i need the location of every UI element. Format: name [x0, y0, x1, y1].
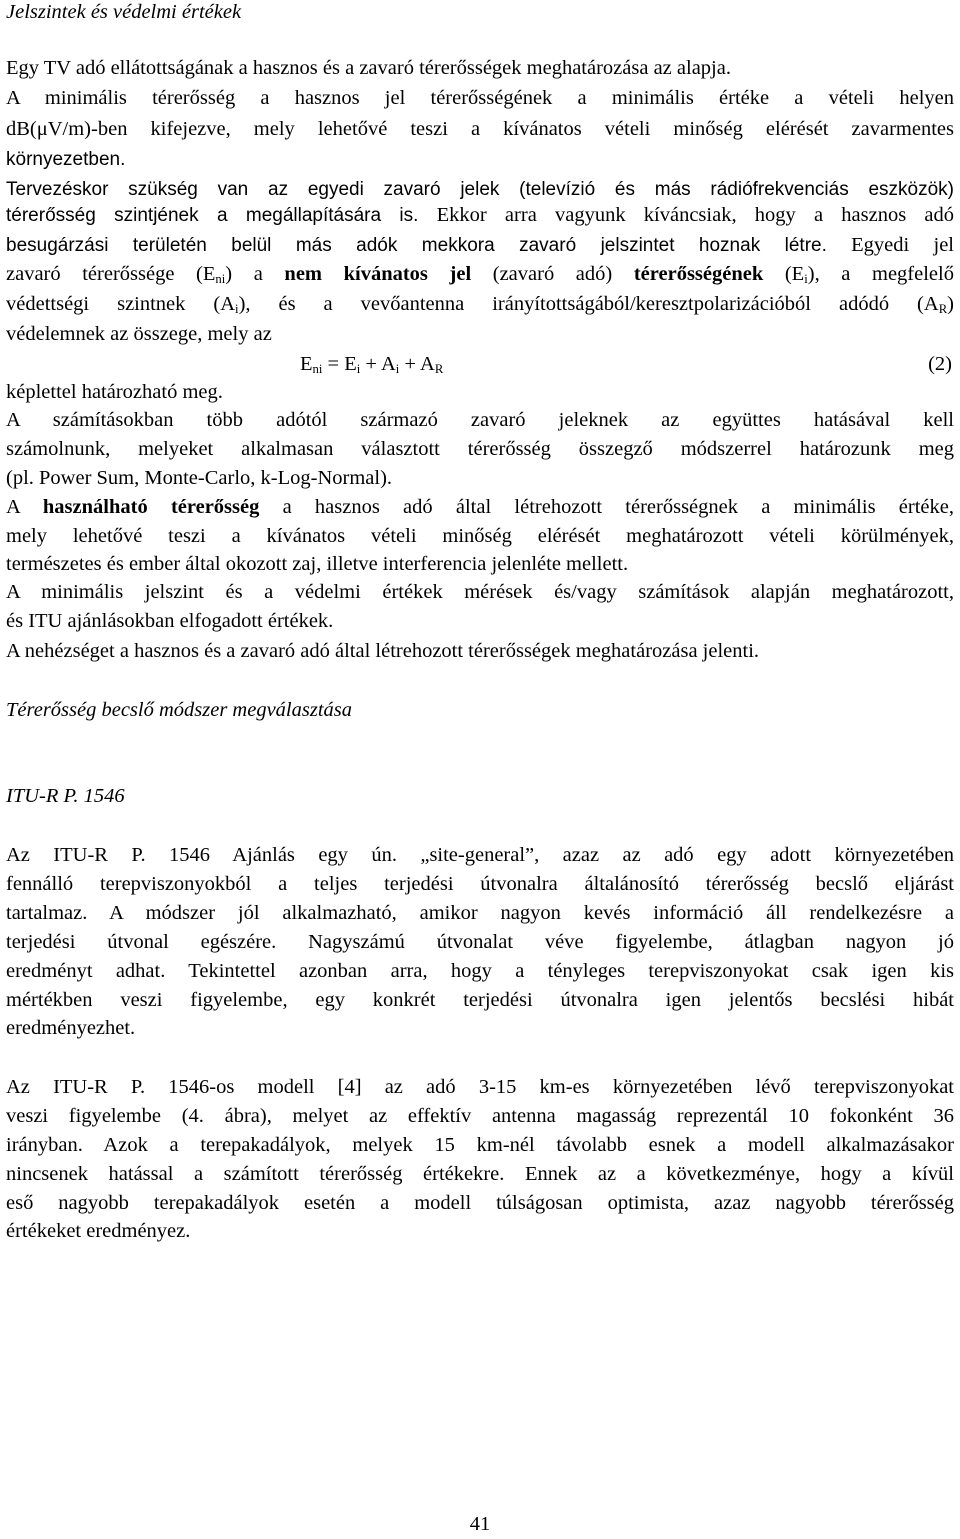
equation-formula: $E_{ni} = E_i + A_i + A_R$: [300, 353, 444, 377]
text-line: A számításokban több adótól származó zavaró jeleknek az együttes hatásával kell: [6, 409, 954, 431]
text-line-mixed: [6, 290, 954, 319]
text-line: tartalmaz. A módszer jól alkalmazható, amikor nagyon kevés információ áll rendelkezésre a: [6, 902, 954, 924]
subscript: ni: [215, 272, 226, 287]
text-line: Tervezéskor szükség van az egyedi zavaró jelek (televízió és más rádiófrekvenciás eszközök): [6, 179, 954, 200]
text-line: A minimális térerősség a hasznos jel térerősségének a minimális értéke a vételi helyen: [6, 87, 954, 109]
equation-number: (2): [928, 353, 952, 375]
text-line: irányban. Azok a terepakadályok, melyek 15 km-nél távolabb esnek a modell alkalmazásakor: [6, 1134, 954, 1156]
text-line: (pl. Power Sum, Monte-Carlo, k-Log-Normal).: [6, 467, 393, 489]
bold-term: nem kívánatos jel: [284, 263, 472, 285]
text-line: képlettel határozható meg.: [6, 381, 223, 403]
text-line: terjedési útvonal egészére. Nagyszámú útvonalat véve figyelembe, átlagban nagyon jó: [6, 931, 954, 953]
text-line: dB(μV/m)-ben kifejezve, mely lehetővé teszi a kívánatos vételi minőség elérését zavarmentes: [6, 118, 954, 140]
section-heading-terero-becslo: Térerősség becslő módszer megválasztása: [6, 699, 353, 721]
text-line: Az ITU-R P. 1546 Ajánlás egy ún. „site-general”, azaz az adó egy adott környezetében: [6, 844, 954, 866]
text-span: (zavaró adó): [471, 263, 634, 285]
subscript: i: [235, 302, 239, 317]
text-span: térerősség szintjének a megállapítására is.: [6, 205, 419, 226]
text-span: A: [6, 496, 43, 518]
text-line: Egy TV adó ellátottságának a hasznos és a zavaró térerősségek meghatározása az alapja.: [6, 57, 731, 79]
text-line: eredményezhet.: [6, 1017, 136, 1039]
text-line: értékeket eredményez.: [6, 1220, 191, 1242]
text-line: számolnunk, melyeket alkalmasan választott térerősség összegző módszerrel határozunk meg: [6, 438, 954, 460]
text-line-mixed: [6, 260, 954, 289]
text-line: A minimális jelszint és a védelmi értékek mérések és/vagy számítások alapján meghatározott,: [6, 581, 954, 603]
text-line: fennálló terepviszonyokból a teljes terjedési útvonalra általánosító térerősség becslő eljárást: [6, 873, 954, 895]
text-line: mértékben veszi figyelembe, egy konkrét terjedési útvonalra igen jelentős becslési hibát: [6, 989, 954, 1011]
text-span: (E: [763, 263, 805, 285]
text-line: veszi figyelembe (4. ábra), melyet az effektív antenna magasság reprezentál 10 fokonként 36: [6, 1105, 954, 1127]
text-span: a hasznos adó által létrehozott térerősségnek a minimális értéke,: [259, 496, 954, 518]
section-heading-itu: ITU-R P. 1546: [6, 785, 125, 807]
text-span: ) a: [225, 263, 285, 285]
text-line: környezetben.: [6, 149, 126, 170]
text-span: Egyedi jel: [826, 234, 954, 256]
text-line-mixed: [6, 231, 954, 260]
text-line: nincsenek hatással a számított térerősség értékekre. Ennek az a következménye, hogy a kívül: [6, 1163, 954, 1185]
text-line: mely lehetővé teszi a kívánatos vételi minőség elérését meghatározott vételi körülmények,: [6, 525, 954, 547]
text-line-mixed: [6, 201, 954, 230]
text-line-mixed: [6, 493, 954, 522]
text-line: védelemnek az összege, mely az: [6, 323, 272, 345]
text-span: ), a megfelelő: [807, 263, 954, 285]
text-line: eredményt adhat. Tekintettel azonban arra, hogy a tényleges terepviszonyokat csak igen kis: [6, 960, 954, 982]
text-span: védettségi szintnek (A: [6, 293, 236, 315]
text-line: A nehézséget a hasznos és a zavaró adó által létrehozott térerősségek meghatározása jelenti.: [6, 640, 760, 662]
text-span: Ekkor arra vagyunk kíváncsiak, hogy a hasznos adó: [418, 204, 954, 226]
subscript: i: [804, 272, 808, 287]
text-span: ): [947, 293, 954, 315]
text-span: ), és a vevőantenna irányítottságából/keresztpolarizációból adódó (A: [238, 293, 939, 315]
text-line: és ITU ajánlásokban elfogadott értékek.: [6, 610, 334, 632]
subscript: R: [938, 302, 948, 317]
section-heading-jelszintek: Jelszintek és védelmi értékek: [6, 1, 242, 23]
bold-term: használható térerősség: [42, 496, 260, 518]
text-span: zavaró térerőssége (E: [6, 263, 216, 285]
text-span: besugárzási területén belül más adók mekkora zavaró jelszintet hoznak létre.: [6, 235, 827, 256]
text-line: eső nagyobb terepakadályok esetén a modell túlságosan optimista, azaz nagyobb térerősség: [6, 1192, 954, 1214]
bold-term: térerősségének: [633, 263, 764, 285]
text-line: Az ITU-R P. 1546-os modell [4] az adó 3-15 km-es környezetében lévő terepviszonyokat: [6, 1076, 954, 1098]
page-number: 41: [469, 1513, 491, 1535]
text-line: természetes és ember által okozott zaj, illetve interferencia jelenléte mellett.: [6, 553, 629, 575]
